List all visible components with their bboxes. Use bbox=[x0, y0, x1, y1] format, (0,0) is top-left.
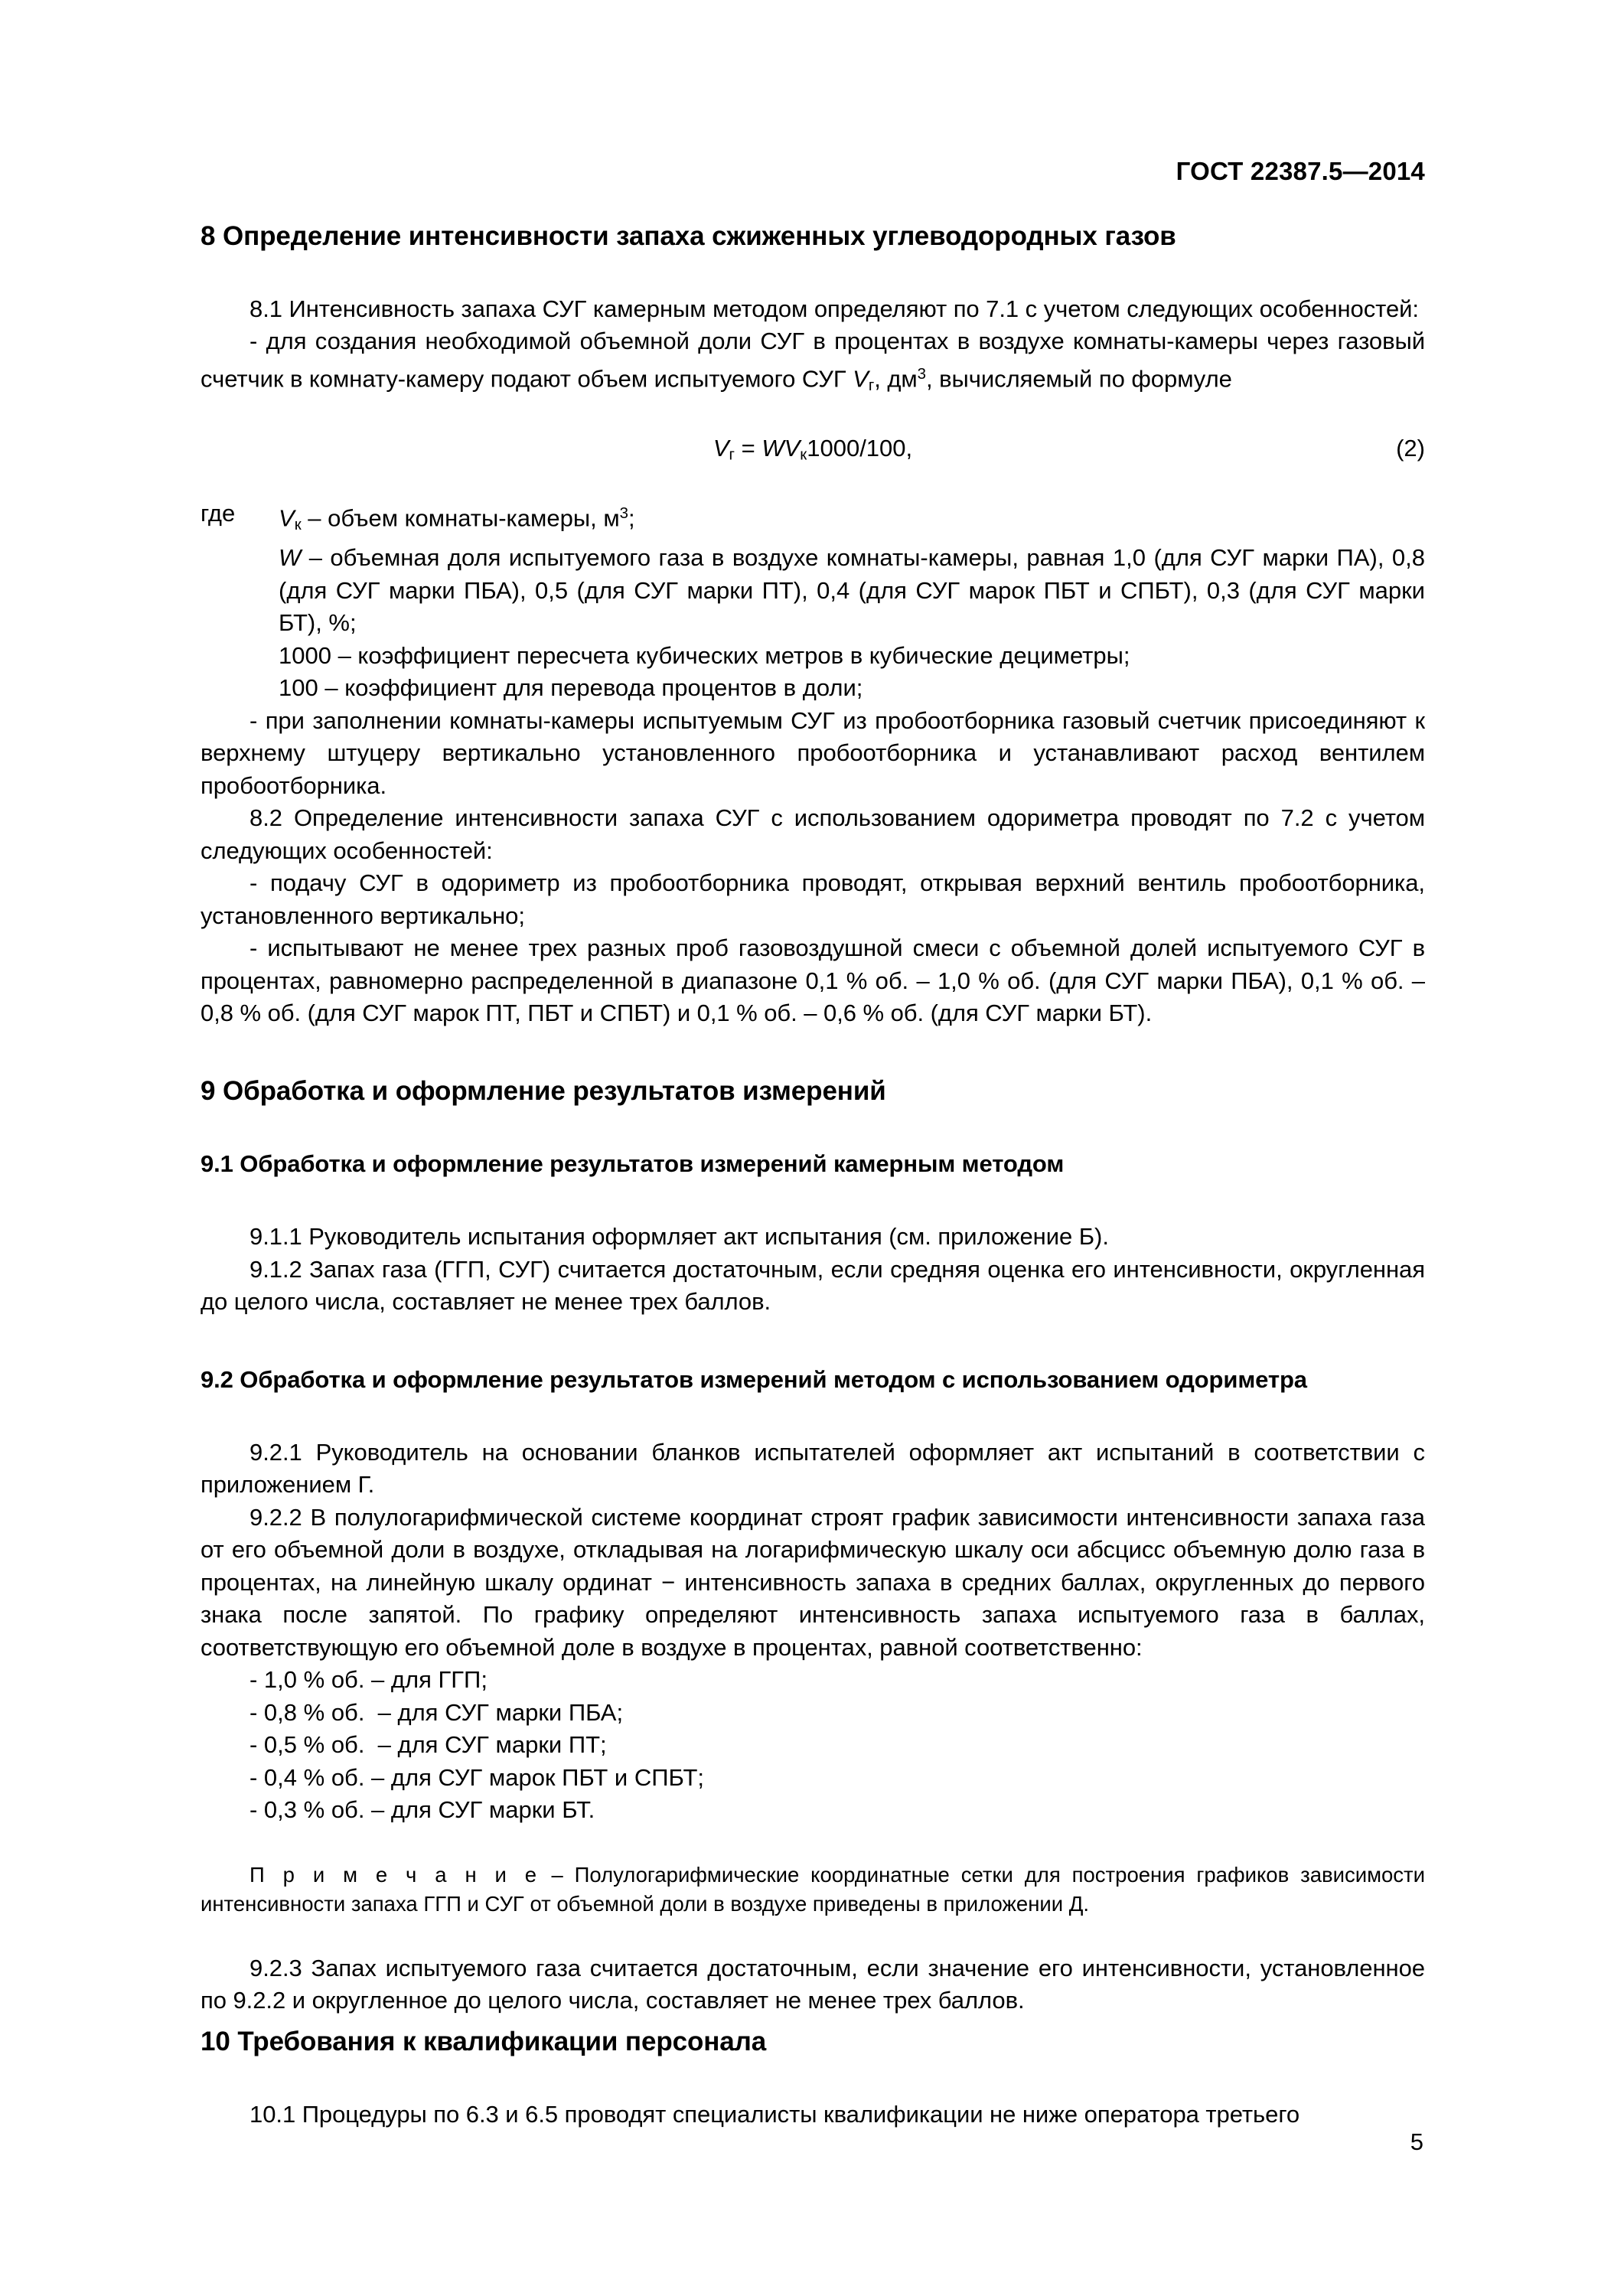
bullet-volume-creation bbox=[201, 325, 1425, 402]
bullet-volume-text-1: - для создания необходимой объемной доли СУГ в процентах в воздухе комнаты-камеры через газовый счетчик в комнату-камеру подают объем испытуемого СУГ bbox=[201, 328, 1425, 393]
formula-2-row bbox=[201, 432, 1425, 471]
formula-equals: = bbox=[734, 435, 762, 462]
variable-vg-sub: г bbox=[868, 376, 875, 394]
where-vk-var: V bbox=[279, 505, 295, 532]
note-label: П р и м е ч а н и е bbox=[249, 1862, 540, 1887]
where-vk-semicolon: ; bbox=[628, 505, 635, 532]
bullet-volume-text-3: , вычисляемый по формуле bbox=[925, 365, 1232, 393]
where-definitions bbox=[279, 497, 1425, 704]
list-item: - 0,3 % об. – для СУГ марки БТ. bbox=[249, 1796, 595, 1824]
where-label: где bbox=[201, 500, 236, 527]
formula-2-expression bbox=[201, 432, 1425, 471]
bullet-chamber-fill: - при заполнении комнаты-камеры испытуемым СУГ из пробоотборника газовый счетчик присоединяют к верхнему штуцеру вертикально установленного пробоотборника и устанавливают расход вентилем пробоотборника. bbox=[201, 706, 1425, 799]
heading-section-9: 9 Обработка и оформление результатов измерений bbox=[201, 1075, 886, 1106]
list-item: - 0,5 % об. – для СУГ марки ПТ; bbox=[249, 1731, 607, 1759]
paragraph-9-1-2: 9.1.2 Запах газа (ГГП, СУГ) считается достаточным, если средняя оценка его интенсивности, округленная до целого числа, составляет не менее трех баллов. bbox=[201, 1255, 1425, 1316]
formula-lhs-sub: г bbox=[729, 445, 735, 464]
where-def-100: 100 – коэффициент для перевода процентов в доли; bbox=[279, 674, 863, 701]
where-def-w bbox=[279, 542, 1425, 640]
paragraph-8-1: 8.1 Интенсивность запаха СУГ камерным методом определяют по 7.1 с учетом следующих особенностей: bbox=[249, 295, 1419, 322]
where-vk-text: – объем комнаты-камеры, м bbox=[301, 505, 620, 532]
where-row-vk bbox=[201, 497, 1425, 704]
unit-exponent: 3 bbox=[917, 364, 926, 383]
note-text: – Полулогарифмические координатные сетки для построения графиков зависимости интенсивности запаха ГГП и СУГ от объемной доли в воздухе приведены в приложении Д. bbox=[201, 1862, 1425, 1916]
formula-lhs-var: V bbox=[713, 435, 729, 462]
variable-vg: V bbox=[853, 365, 869, 393]
formula-v-sub: к bbox=[800, 445, 807, 464]
where-vk-sub: к bbox=[294, 516, 302, 534]
paragraph-10-1: 10.1 Процедуры по 6.3 и 6.5 проводят специалисты квалификации не ниже оператора третьего bbox=[249, 2100, 1300, 2128]
heading-section-10: 10 Требования к квалификации персонала bbox=[201, 2026, 767, 2056]
where-block bbox=[201, 497, 1425, 704]
bullet-sample-testing: - испытывают не менее трех разных проб газовоздушной смеси с объемной долей испытуемого СУГ в процентах, равномерно распределенной в диапазоне 0,1 % об. – 1,0 % об. (для СУГ марки ПБА), 0,1 % об. – 0,8 % об. (для СУГ марок ПТ, ПБТ и СПБТ) и 0,1 % об. – 0,6 % об. (для СУГ марки БТ). bbox=[201, 934, 1425, 1026]
heading-section-9-2: 9.2 Обработка и оформление результатов измерений методом с использованием одориметра bbox=[201, 1365, 1307, 1393]
formula-w: W bbox=[761, 435, 784, 462]
where-vk-sup: 3 bbox=[619, 504, 629, 523]
note-block bbox=[201, 1861, 1425, 1919]
bullet-volume-text-2: , дм bbox=[874, 365, 918, 393]
page-number: 5 bbox=[1410, 2128, 1423, 2155]
list-item: - 1,0 % об. – для ГГП; bbox=[249, 1666, 488, 1694]
paragraph-9-1-1: 9.1.1 Руководитель испытания оформляет акт испытания (см. приложение Б). bbox=[249, 1223, 1109, 1251]
formula-v: V bbox=[784, 435, 801, 462]
paragraph-8-2: 8.2 Определение интенсивности запаха СУГ с использованием одориметра проводят по 7.2 с учетом следующих особенностей: bbox=[201, 804, 1425, 864]
paragraph-9-2-2: 9.2.2 В полулогарифмической системе координат строят график зависимости интенсивности запаха газа от его объемной доли в воздухе, откладывая на логарифмическую шкалу оси абсцисс объемную долю газа в процентах, на линейную шкалу ординат − интенсивность запаха в средних баллах, округленных до первого знака после запятой. По графику определяют интенсивность запаха испытуемого газа в баллах, соответствующую его объемной доле в воздухе в процентах, равной соответственно: bbox=[201, 1503, 1425, 1661]
running-header: ГОСТ 22387.5—2014 bbox=[1176, 157, 1425, 185]
paragraph-9-2-3: 9.2.3 Запах испытуемого газа считается достаточным, если значение его интенсивности, установленное по 9.2.2 и округленное до целого числа, составляет не менее трех баллов. bbox=[201, 1954, 1425, 2014]
list-volume-fractions bbox=[201, 1664, 1425, 1827]
paragraph-9-2-1: 9.2.1 Руководитель на основании бланков испытателей оформляет акт испытаний в соответствии с приложением Г. bbox=[201, 1438, 1425, 1499]
list-item: - 0,4 % об. – для СУГ марок ПБТ и СПБТ; bbox=[249, 1763, 705, 1791]
formula-rest: 1000/100, bbox=[807, 435, 913, 462]
heading-section-9-1: 9.1 Обработка и оформление результатов измерений камерным методом bbox=[201, 1150, 1065, 1178]
bullet-odorimeter-supply: - подачу СУГ в одориметр из пробоотборника проводят, открывая верхний вентиль пробоотборника, установленного вертикально; bbox=[201, 869, 1425, 929]
where-w-text: – объемная доля испытуемого газа в воздухе комнаты-камеры, равная 1,0 (для СУГ марки ПА), 0,8 (для СУГ марки ПБА), 0,5 (для СУГ марки ПТ), 0,4 (для СУГ марок ПБТ и СПБТ), 0,3 (для СУГ марки БТ), %; bbox=[279, 544, 1425, 636]
formula-2-number: (2) bbox=[1396, 435, 1425, 462]
where-def-1000: 1000 – коэффициент пересчета кубических метров в кубические дециметры; bbox=[279, 641, 1130, 669]
page-content bbox=[201, 0, 1425, 2131]
list-item: - 0,8 % об. – для СУГ марки ПБА; bbox=[249, 1698, 624, 1726]
heading-section-8: 8 Определение интенсивности запаха сжиженных углеводородных газов bbox=[201, 221, 1176, 251]
where-def-vk bbox=[279, 497, 1425, 542]
where-w-var: W bbox=[279, 544, 302, 571]
